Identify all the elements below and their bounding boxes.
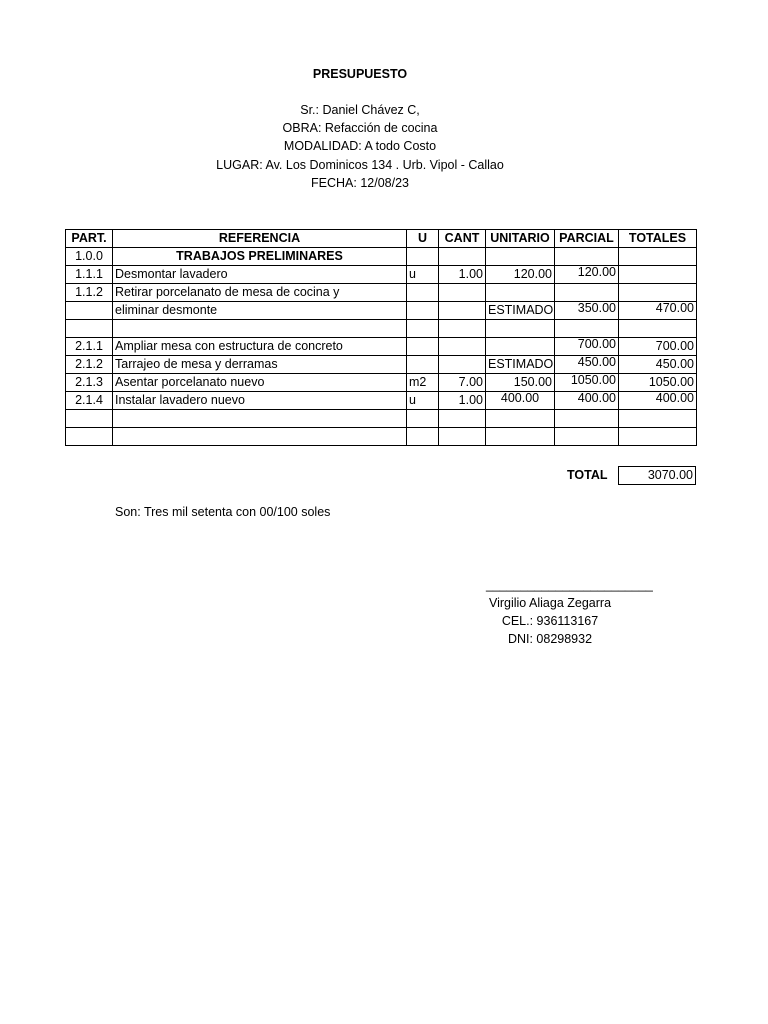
cell-parcial [555,410,619,428]
fecha-line: FECHA: 12/08/23 [311,176,409,190]
cell-unit [407,302,439,320]
cell-unitario [486,248,555,266]
table-row [66,302,697,320]
cell-unit [407,284,439,302]
cell-referencia: TRABAJOS PRELIMINARES [113,248,407,266]
cell-parcial: 700.00 [555,338,619,356]
cell-unitario [486,338,555,356]
cell-referencia: Asentar porcelanato nuevo [113,374,407,392]
cell-unitario [486,410,555,428]
table-row [66,428,697,446]
cell-part: 2.1.4 [66,392,113,410]
table-row [66,284,697,302]
table-row [66,410,697,428]
signer-name: Virgilio Aliaga Zegarra [488,596,612,610]
cell-referencia: Ampliar mesa con estructura de concreto [113,338,407,356]
cell-totales: 400.00 [619,392,697,410]
budget-table [65,229,697,446]
cell-unitario [486,428,555,446]
cell-cant: 1.00 [439,266,486,284]
cell-cant [439,428,486,446]
cell-parcial: 350.00 [555,302,619,320]
table-header-row [66,230,697,248]
cell-part [66,320,113,338]
table-row [66,248,697,266]
signature-line: ________________________ [486,578,653,592]
table-row [66,266,697,284]
cell-unitario: 150.00 [486,374,555,392]
cell-part: 1.0.0 [66,248,113,266]
cell-unit: u [407,392,439,410]
cell-unitario: 120.00 [486,266,555,284]
cell-totales: 700.00 [619,338,697,356]
cell-referencia [113,320,407,338]
cell-referencia [113,428,407,446]
cell-part: 1.1.2 [66,284,113,302]
cell-cant [439,410,486,428]
client-line: Sr.: Daniel Chávez C, [300,103,420,117]
cell-cant [439,356,486,374]
cell-totales [619,284,697,302]
cell-parcial: 1050.00 [555,374,619,392]
cell-cant [439,248,486,266]
lugar-line: LUGAR: Av. Los Dominicos 134 . Urb. Vipol - Callao [216,158,504,172]
cell-cant [439,320,486,338]
cell-unit [407,320,439,338]
cell-unit [407,248,439,266]
document-title: PRESUPUESTO [312,67,408,81]
cell-totales: 1050.00 [619,374,697,392]
cell-cant [439,338,486,356]
cell-referencia: Instalar lavadero nuevo [113,392,407,410]
cell-parcial [555,320,619,338]
cell-unit: m2 [407,374,439,392]
cell-totales [619,410,697,428]
signer-dni: DNI: 08298932 [507,632,593,646]
total-label: TOTAL [567,468,608,482]
cell-totales [619,248,697,266]
cell-part: 2.1.2 [66,356,113,374]
cell-cant [439,302,486,320]
cell-totales [619,428,697,446]
cell-parcial [555,428,619,446]
cell-referencia: Tarrajeo de mesa y derramas [113,356,407,374]
col-header-cant: CANT [439,230,486,248]
cell-totales: 470.00 [619,302,697,320]
cell-parcial [555,284,619,302]
cell-unitario: 400.00 [486,392,555,410]
cell-parcial: 450.00 [555,356,619,374]
table-row [66,374,697,392]
col-header-unit: U [407,230,439,248]
cell-referencia: Desmontar lavadero [113,266,407,284]
table-row [66,338,697,356]
table-row [66,356,697,374]
cell-unit: u [407,266,439,284]
col-header-part: PART. [66,230,113,248]
cell-referencia: eliminar desmonte [113,302,407,320]
col-header-unitario: UNITARIO [486,230,555,248]
cell-part [66,410,113,428]
cell-totales: 450.00 [619,356,697,374]
col-header-referencia: REFERENCIA [113,230,407,248]
cell-unit [407,338,439,356]
cell-parcial [555,248,619,266]
obra-line: OBRA: Refacción de cocina [282,121,438,135]
cell-unitario [486,284,555,302]
cell-part: 1.1.1 [66,266,113,284]
cell-unitario [486,320,555,338]
cell-unit [407,410,439,428]
total-value: 3070.00 [618,466,696,485]
cell-part: 2.1.1 [66,338,113,356]
table-row [66,392,697,410]
cell-part: 2.1.3 [66,374,113,392]
modalidad-line: MODALIDAD: A todo Costo [283,139,437,153]
cell-parcial: 120.00 [555,266,619,284]
signer-phone: CEL.: 936113167 [501,614,599,628]
amount-in-words: Son: Tres mil setenta con 00/100 soles [115,505,331,519]
cell-part [66,428,113,446]
cell-cant: 1.00 [439,392,486,410]
cell-unit [407,356,439,374]
cell-unitario: ESTIMADO [486,302,555,320]
col-header-parcial: PARCIAL [555,230,619,248]
cell-cant [439,284,486,302]
cell-totales [619,320,697,338]
cell-unitario: ESTIMADO [486,356,555,374]
col-header-totales: TOTALES [619,230,697,248]
cell-part [66,302,113,320]
cell-referencia [113,410,407,428]
cell-parcial: 400.00 [555,392,619,410]
cell-unit [407,428,439,446]
table-row [66,320,697,338]
cell-cant: 7.00 [439,374,486,392]
cell-totales [619,266,697,284]
cell-referencia: Retirar porcelanato de mesa de cocina y [113,284,407,302]
